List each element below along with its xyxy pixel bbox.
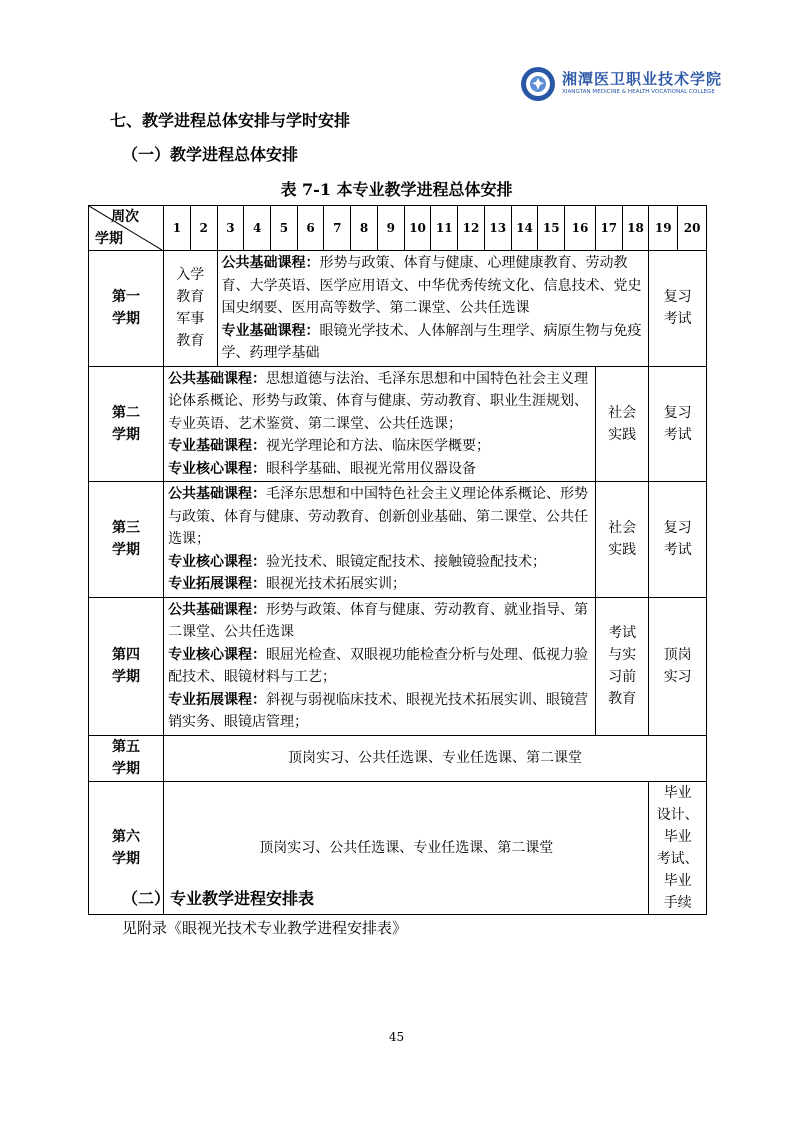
course-category-label: 专业基础课程： — [168, 438, 267, 454]
course-content-cell — [164, 482, 596, 598]
week-header: 10 — [404, 206, 431, 251]
week-header: 1 — [164, 206, 191, 251]
course-content-cell — [164, 597, 596, 735]
week-header: 20 — [678, 206, 707, 251]
course-category-label: 专业核心课程： — [168, 646, 267, 663]
corner-week-label: 周次 — [111, 209, 140, 225]
week-header: 9 — [377, 206, 404, 251]
course-list: 视光学理论和方法、临床医学概要； — [266, 438, 491, 454]
course-list: 眼镜光学技术、人体解剖与生理学、病原生物与免疫学、药理学基础 — [221, 322, 642, 361]
semester-label: 第六 学期 — [89, 781, 164, 914]
teaching-schedule-table — [88, 205, 707, 915]
side-activity-cell: 考试 与实 习前 教育 — [595, 597, 648, 735]
table-caption: 表 7-1 本专业教学进程总体安排 — [280, 180, 513, 199]
semester-label: 第五 学期 — [89, 735, 164, 781]
week-header: 7 — [324, 206, 351, 251]
week-header: 13 — [484, 206, 511, 251]
week-header: 15 — [538, 206, 565, 251]
table-corner-cell — [89, 206, 164, 251]
course-list: 思想道德与法治、毛泽东思想和中国特色社会主义理论体系概论、形势与政策、体育与健康、劳动教育、职业生涯规划、专业英语、艺术鉴赏、第二课堂、公共任选课； — [168, 370, 589, 432]
week-header: 17 — [595, 206, 622, 251]
appendix-reference: 见附录《眼视光技术专业教学进程安排表》 — [122, 919, 408, 937]
week-header: 5 — [271, 206, 298, 251]
corner-semester-label: 学期 — [95, 231, 123, 247]
week-header: 16 — [565, 206, 596, 251]
subsection-title-1: （一）教学进程总体安排 — [122, 145, 299, 164]
end-activity-cell: 复习 考试 — [649, 366, 707, 482]
course-category-label: 专业基础课程： — [221, 322, 320, 339]
semester-label: 第一 学期 — [89, 251, 164, 367]
semester-row-5 — [89, 735, 707, 781]
week-header: 18 — [622, 206, 649, 251]
course-list: 形势与政策、体育与健康、心理健康教育、劳动教育、大学英语、医学应用语文、中华优秀传统文化、信息技术、党史国史纲要、医用高等数学、第二课堂、公共任选课 — [221, 255, 642, 316]
college-emblem-icon — [520, 66, 556, 102]
week-header: 3 — [217, 206, 244, 251]
course-category-label: 专业核心课程： — [168, 460, 267, 477]
course-category-label: 专业拓展课程： — [168, 691, 267, 708]
side-activity-cell: 社会 实践 — [595, 366, 648, 482]
end-activity-cell: 顶岗 实习 — [649, 597, 707, 735]
course-category-label: 公共基础课程： — [168, 486, 267, 502]
college-name-en: XIANGTAN MEDICINE & HEALTH VOCATIONAL COLLEGE — [562, 89, 715, 95]
side-activity-cell: 社会 实践 — [595, 482, 648, 598]
semester-row-2 — [89, 366, 707, 482]
course-list: 形势与政策、体育与健康、劳动教育、就业指导、第二课堂、公共任选课 — [168, 601, 589, 640]
course-list: 验光技术、眼镜定配技术、接触镜验配技术； — [266, 553, 547, 570]
course-category-label: 专业核心课程： — [168, 553, 267, 570]
week-header: 8 — [351, 206, 378, 251]
semester-label: 第四 学期 — [89, 597, 164, 735]
semester-row-3 — [89, 482, 707, 598]
week-header: 2 — [190, 206, 217, 251]
course-category-label: 专业拓展课程： — [168, 576, 267, 592]
entry-education-cell: 入学 教育 军事 教育 — [164, 251, 217, 367]
week-header: 4 — [244, 206, 271, 251]
course-list: 眼科学基础、眼视光常用仪器设备 — [266, 460, 477, 477]
week-header: 12 — [458, 206, 485, 251]
semester-label: 第三 学期 — [89, 482, 164, 598]
semester-content-cell: 顶岗实习、公共任选课、专业任选课、第二课堂 — [164, 735, 707, 781]
end-activity-cell: 复习 考试 — [649, 482, 707, 598]
semester-content-cell: 顶岗实习、公共任选课、专业任选课、第二课堂 — [164, 781, 649, 914]
course-content-cell — [217, 251, 649, 367]
week-header: 11 — [431, 206, 458, 251]
course-list: 眼视光技术拓展实训； — [266, 576, 407, 592]
table-header-row — [89, 206, 707, 251]
semester-row-4 — [89, 597, 707, 735]
end-activity-cell: 复习 考试 — [649, 251, 707, 367]
week-header: 19 — [649, 206, 678, 251]
course-category-label: 公共基础课程： — [221, 255, 320, 271]
course-content-cell — [164, 366, 596, 482]
week-header: 6 — [297, 206, 324, 251]
course-list: 眼屈光检查、双眼视功能检查分析与处理、低视力验配技术、眼镜材料与工艺； — [168, 646, 589, 685]
week-header: 14 — [511, 206, 538, 251]
college-logo — [520, 64, 723, 108]
course-category-label: 公共基础课程： — [168, 370, 267, 387]
end-activity-cell: 毕业 设计、 毕业 考试、 毕业 手续 — [649, 781, 707, 914]
semester-row-1 — [89, 251, 707, 367]
college-name-cn: 湘潭医卫职业技术学院 — [562, 70, 723, 88]
page-number: 45 — [388, 1030, 405, 1044]
course-category-label: 公共基础课程： — [168, 601, 267, 618]
semester-label: 第二 学期 — [89, 366, 164, 482]
course-list: 斜视与弱视临床技术、眼视光技术拓展实训、眼镜营销实务、眼镜店管理； — [168, 691, 589, 730]
course-list: 毛泽东思想和中国特色社会主义理论体系概论、形势与政策、体育与健康、劳动教育、创新创业基础、第二课堂、公共任选课； — [168, 486, 589, 547]
section-title: 七、教学进程总体安排与学时安排 — [110, 111, 351, 130]
subsection-title-2: （二）专业教学进程安排表 — [122, 889, 315, 908]
